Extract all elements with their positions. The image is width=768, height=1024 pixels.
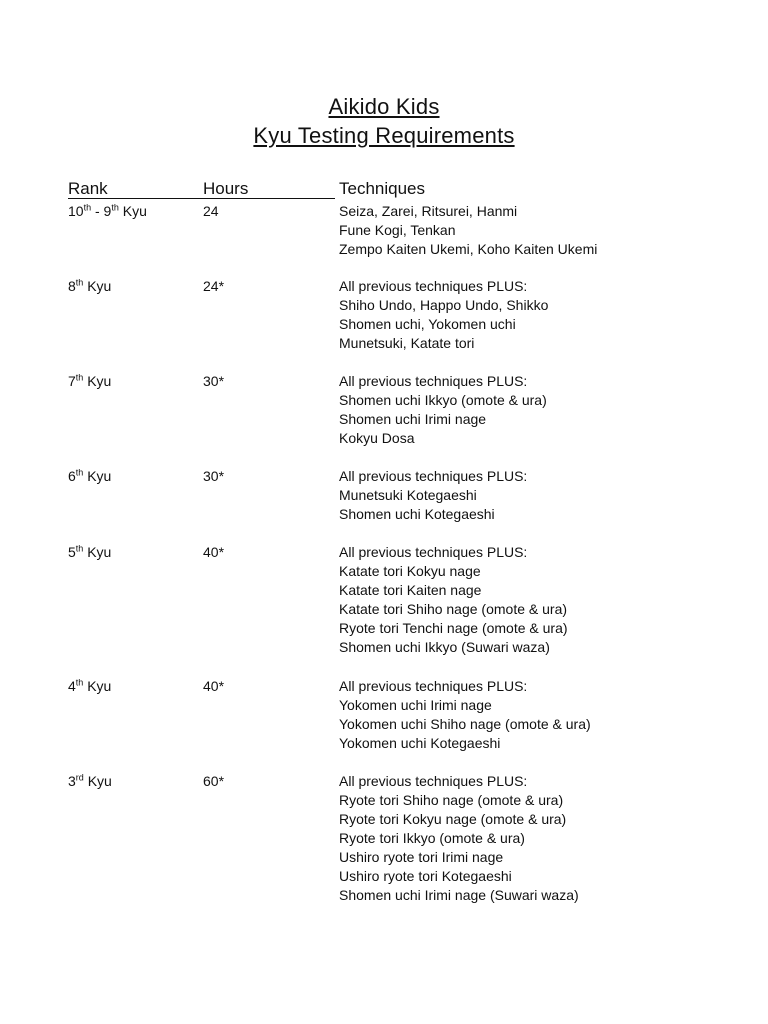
technique-list <box>339 202 597 259</box>
technique-item: Ryote tori Kokyu nage (omote & ura) <box>339 811 567 827</box>
hours-value: 30* <box>203 468 225 484</box>
technique-item: Ryote tori Ikkyo (omote & ura) <box>339 830 525 846</box>
rank-label <box>68 543 111 562</box>
rank-label <box>68 467 111 486</box>
technique-item: Shiho Undo, Happo Undo, Shikko <box>339 297 549 313</box>
technique-item: Fune Kogi, Tenkan <box>339 222 456 238</box>
rank-ordinal-suffix: th <box>83 202 92 213</box>
technique-item: All previous techniques PLUS: <box>339 468 528 484</box>
technique-item: Munetsuki, Katate tori <box>339 335 475 351</box>
rank-label <box>68 202 147 221</box>
rank-label <box>68 372 111 391</box>
technique-item: Yokomen uchi Kotegaeshi <box>339 735 501 751</box>
technique-item: Katate tori Shiho nage (omote & ura) <box>339 601 568 617</box>
technique-item: Shomen uchi Irimi nage <box>339 411 487 427</box>
technique-item: Shomen uchi, Yokomen uchi <box>339 316 516 332</box>
hours-value: 30* <box>203 373 225 389</box>
technique-item: Shomen uchi Irimi nage (Suwari waza) <box>339 887 579 903</box>
rank-ordinal-suffix: th <box>75 277 84 288</box>
technique-item: Ushiro ryote tori Kotegaeshi <box>339 868 512 884</box>
technique-item: Yokomen uchi Shiho nage (omote & ura) <box>339 716 591 732</box>
rank-ordinal-suffix: th <box>75 677 84 688</box>
technique-item: All previous techniques PLUS: <box>339 278 528 294</box>
rank-text: 5 <box>68 544 76 560</box>
header-underline <box>68 198 335 199</box>
column-header-rank: Rank <box>68 179 108 198</box>
hours-value: 40* <box>203 678 225 694</box>
hours-value: 24* <box>203 278 225 294</box>
technique-item: All previous techniques PLUS: <box>339 544 528 560</box>
technique-list <box>339 772 579 905</box>
technique-list <box>339 467 527 524</box>
rank-ordinal-suffix: th <box>111 202 119 213</box>
technique-item: Seiza, Zarei, Ritsurei, Hanmi <box>339 203 518 219</box>
rank-text: Kyu <box>83 773 112 789</box>
technique-item: All previous techniques PLUS: <box>339 373 528 389</box>
document-title-line1: Aikido Kids <box>328 94 440 119</box>
rank-text: Kyu <box>83 373 112 389</box>
rank-text: Kyu <box>83 468 112 484</box>
technique-item: Zempo Kaiten Ukemi, Koho Kaiten Ukemi <box>339 241 598 257</box>
rank-text: 6 <box>68 468 76 484</box>
technique-item: All previous techniques PLUS: <box>339 678 528 694</box>
technique-item: Shomen uchi Kotegaeshi <box>339 506 495 522</box>
technique-list <box>339 543 568 657</box>
technique-item: Ryote tori Shiho nage (omote & ura) <box>339 792 564 808</box>
rank-ordinal-suffix: rd <box>75 772 84 783</box>
rank-text: 8 <box>68 278 76 294</box>
rank-ordinal-suffix: th <box>75 467 84 478</box>
hours-value: 40* <box>203 544 225 560</box>
technique-item: Ushiro ryote tori Irimi nage <box>339 849 504 865</box>
rank-text: 10 <box>68 203 84 219</box>
rank-text: 7 <box>68 373 76 389</box>
rank-text: Kyu <box>83 278 112 294</box>
technique-list <box>339 372 547 448</box>
rank-label <box>68 772 112 791</box>
rank-text: Kyu <box>118 203 147 219</box>
rank-text: 4 <box>68 678 76 694</box>
hours-value: 24 <box>203 203 219 219</box>
rank-ordinal-suffix: th <box>75 372 84 383</box>
rank-text: - 9 <box>91 203 112 219</box>
technique-item: Munetsuki Kotegaeshi <box>339 487 477 503</box>
rank-label <box>68 677 111 696</box>
rank-ordinal-suffix: th <box>75 543 84 554</box>
technique-item: Yokomen uchi Irimi nage <box>339 697 492 713</box>
column-header-hours: Hours <box>203 179 249 198</box>
technique-item: Katate tori Kokyu nage <box>339 563 481 579</box>
technique-item: Ryote tori Tenchi nage (omote & ura) <box>339 620 568 636</box>
technique-item: Shomen uchi Ikkyo (Suwari waza) <box>339 639 550 655</box>
technique-item: Shomen uchi Ikkyo (omote & ura) <box>339 392 547 408</box>
rank-text: Kyu <box>83 678 112 694</box>
technique-item: All previous techniques PLUS: <box>339 773 528 789</box>
rank-text: 3 <box>68 773 76 789</box>
technique-list <box>339 677 591 753</box>
technique-list <box>339 277 548 353</box>
rank-text: Kyu <box>83 544 112 560</box>
document-title-line2: Kyu Testing Requirements <box>253 123 515 148</box>
column-header-techniques: Techniques <box>339 179 426 198</box>
technique-item: Katate tori Kaiten nage <box>339 582 482 598</box>
hours-value: 60* <box>203 773 225 789</box>
technique-item: Kokyu Dosa <box>339 430 415 446</box>
rank-label <box>68 277 111 296</box>
